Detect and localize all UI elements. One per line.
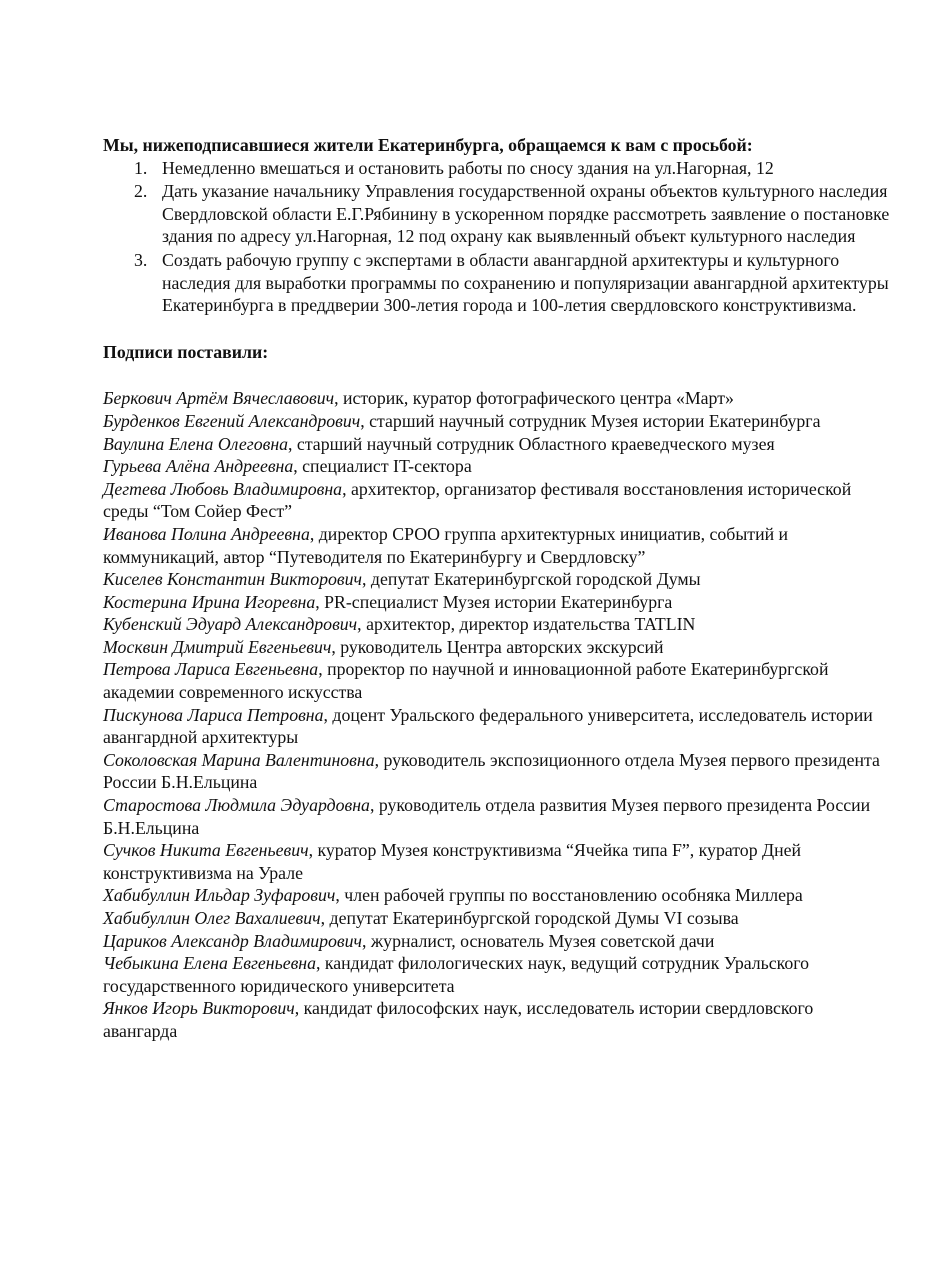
signer-name: Хабибуллин Олег Вахалиевич xyxy=(103,908,321,928)
request-text: Немедленно вмешаться и остановить работы по сносу здания на ул.Нагорная, 12 xyxy=(162,157,774,178)
signer-name: Цариков Александр Владимирович xyxy=(103,930,362,951)
signer-name: Сучков Никита Евгеньевич xyxy=(103,840,309,861)
signatures-list xyxy=(103,387,892,1042)
request-number: 3. xyxy=(134,249,148,270)
signer-role: , доцент Уральского федерального университета, исследователь истории авангардной архитектуры xyxy=(103,704,873,748)
request-number: 2. xyxy=(134,181,148,202)
signature-entry xyxy=(103,704,892,749)
request-number: 1. xyxy=(134,157,148,178)
signer-role: , специалист IT-сектора xyxy=(293,456,472,477)
signature-entry xyxy=(103,794,892,839)
signer-role: , журналист, основатель Музея советской дачи xyxy=(362,930,715,951)
signer-role: , член рабочей группы по восстановлению особняка Миллера xyxy=(335,885,803,906)
signature-entry xyxy=(103,613,892,636)
signature-entry xyxy=(103,952,892,997)
signer-role: , депутат Екатеринбургской городской Думы VI созыва xyxy=(320,908,739,928)
signer-name: Гурьева Алёна Андреевна xyxy=(103,456,294,477)
signer-name: Москвин Дмитрий Евгеньевич xyxy=(103,636,332,657)
appeal-heading: Мы, нижеподписавшиеся жители Екатеринбурга, обращаемся к вам с просьбой: xyxy=(103,135,753,155)
signer-role: , кандидат философских наук, исследователь истории свердловского авангарда xyxy=(103,998,814,1041)
signer-role: , историк, куратор фотографического центра «Март» xyxy=(334,388,734,409)
request-item xyxy=(103,180,892,248)
signer-role: , руководитель экспозиционного отдела Музея первого президента России Б.Н.Ельцина xyxy=(103,749,880,793)
signer-role: , старший научный сотрудник Музея истории Екатеринбурга xyxy=(360,410,821,431)
signature-entry xyxy=(103,410,892,433)
signature-entry xyxy=(103,523,892,568)
signer-name: Чебыкина Елена Евгеньевна xyxy=(103,953,317,974)
signature-entry xyxy=(103,930,892,953)
signature-entry xyxy=(103,568,892,591)
signature-entry xyxy=(103,433,892,456)
signer-name: Пискунова Лариса Петровна xyxy=(103,704,324,725)
signer-name: Бурденков Евгений Александрович xyxy=(103,410,361,431)
signer-role: , PR-специалист Музея истории Екатеринбурга xyxy=(315,591,673,612)
signer-name: Киселев Константин Викторович xyxy=(103,569,362,590)
signature-entry xyxy=(103,455,892,478)
signature-entry xyxy=(103,997,892,1042)
signature-entry xyxy=(103,749,892,794)
signature-entry xyxy=(103,658,892,703)
signer-name: Костерина Ирина Игоревна xyxy=(103,591,316,612)
request-text: Дать указание начальнику Управления государственной охраны объектов культурного наследия Свердловской области Е.Г.Рябинину в ускоренном порядке рассмотреть заявление о постановке здания по адресу ул.Нагорная, 12 под охрану как выявленный объект культурного наследия xyxy=(162,181,890,247)
signer-name: Кубенский Эдуард Александрович xyxy=(103,614,358,635)
signer-name: Беркович Артём Вячеславович xyxy=(103,388,335,409)
signature-entry xyxy=(103,636,892,659)
request-item xyxy=(103,249,892,317)
signer-name: Дегтева Любовь Владимировна xyxy=(103,478,343,499)
signatures-heading: Подписи поставили: xyxy=(103,341,269,362)
signer-name: Иванова Полина Андреевна xyxy=(103,523,310,544)
signer-role: , архитектор, директор издательства TATLIN xyxy=(357,614,696,635)
signer-name: Старостова Людмила Эдуардовна xyxy=(103,795,370,816)
signer-role: , проректор по научной и инновационной работе Екатеринбургской академии современного искусства xyxy=(103,659,829,703)
request-item xyxy=(103,157,892,180)
signer-role: , руководитель Центра авторских экскурсий xyxy=(331,636,664,657)
signature-entry xyxy=(103,839,892,884)
signature-entry xyxy=(103,478,892,523)
signer-role: , старший научный сотрудник Областного краеведческого музея xyxy=(288,433,775,454)
requests-list xyxy=(103,157,892,317)
signer-role: , архитектор, организатор фестиваля восстановления исторической среды “Том Сойер Фест” xyxy=(103,478,852,522)
signer-name: Соколовская Марина Валентиновна xyxy=(103,749,375,770)
signer-name: Хабибуллин Ильдар Зуфарович xyxy=(103,885,336,906)
signature-entry xyxy=(103,387,892,410)
signer-role: , руководитель отдела развития Музея первого президента России Б.Н.Ельцина xyxy=(103,795,871,838)
signer-name: Петрова Лариса Евгеньевна xyxy=(103,659,319,680)
signer-role: , депутат Екатеринбургской городской Думы xyxy=(362,569,701,590)
signer-role: , директор СРОО группа архитектурных инициатив, событий и коммуникаций, автор “Путеводителя по Екатеринбургу и Свердловску” xyxy=(103,523,789,567)
signer-role: , кандидат филологических наук, ведущий сотрудник Уральского государственного юридического университета xyxy=(103,953,810,996)
request-text: Создать рабочую группу с экспертами в области авангардной архитектуры и культурного наследия для выработки программы по сохранению и популяризации авангардной архитектуры Екатеринбурга в преддверии 300-летия города и 100-летия свердловского конструктивизма. xyxy=(162,249,889,316)
signature-entry xyxy=(103,884,892,907)
signature-entry xyxy=(103,591,892,614)
signer-role: , куратор Музея конструктивизма “Ячейка типа F”, куратор Дней конструктивизма на Урале xyxy=(103,840,802,883)
signer-name: Ваулина Елена Олеговна xyxy=(103,433,289,454)
signature-entry xyxy=(103,907,892,930)
signer-name: Янков Игорь Викторович xyxy=(103,998,295,1019)
